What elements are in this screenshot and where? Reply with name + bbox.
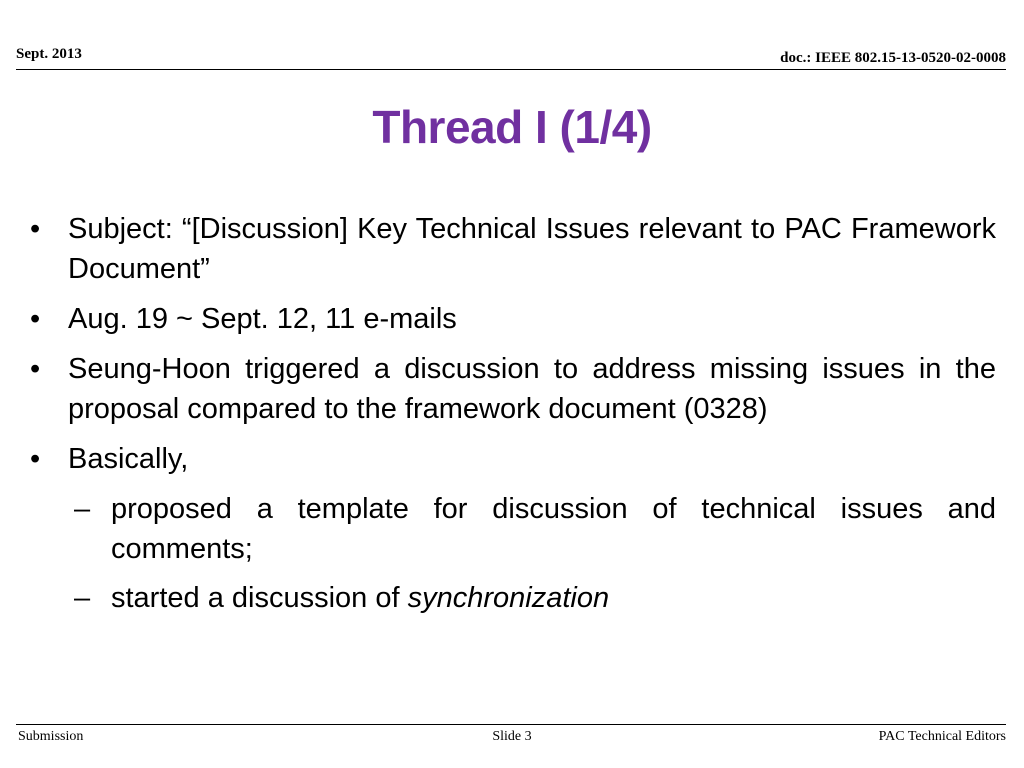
bullet-marker: •: [30, 303, 41, 335]
bullet-marker: •: [30, 213, 41, 245]
sub-bullet-marker: –: [74, 582, 91, 614]
sub-bullet-item-sync: [28, 578, 996, 618]
bullet-marker: •: [30, 353, 41, 385]
footer-divider: [16, 724, 1006, 725]
bullet-item-subject: [28, 209, 996, 289]
bullet-text: Basically,: [68, 443, 189, 475]
sub-bullet-italic-text: synchronization: [407, 582, 610, 614]
footer-submission: Submission: [18, 729, 84, 744]
sub-bullet-text: started a discussion of: [111, 582, 408, 614]
slide-body: [28, 209, 996, 627]
slide-title: Thread I (1/4): [372, 101, 652, 153]
bullet-text: Aug. 19 ~ Sept. 12, 11 e-mails: [68, 303, 457, 335]
bullet-item-dates: [28, 299, 996, 339]
bullet-item-basically: [28, 439, 996, 479]
sub-bullet-marker: –: [74, 493, 91, 525]
bullet-text: Subject: “[Discussion] Key Technical Issues relevant to PAC Framework Document”: [68, 213, 996, 285]
header-date: Sept. 2013: [16, 46, 82, 62]
sub-bullet-item-template: [28, 489, 996, 569]
footer-authors: PAC Technical Editors: [878, 729, 1006, 744]
header-divider: [16, 69, 1006, 70]
sub-bullet-text: proposed a template for discussion of technical issues and comments;: [111, 493, 996, 565]
header-doc-id: doc.: IEEE 802.15-13-0520-02-0008: [780, 50, 1006, 66]
bullet-item-trigger: [28, 349, 996, 429]
bullet-marker: •: [30, 443, 41, 475]
bullet-text: Seung-Hoon triggered a discussion to address missing issues in the proposal compared to the framework document (0328): [68, 353, 996, 425]
footer-slide-number: Slide 3: [492, 729, 532, 744]
